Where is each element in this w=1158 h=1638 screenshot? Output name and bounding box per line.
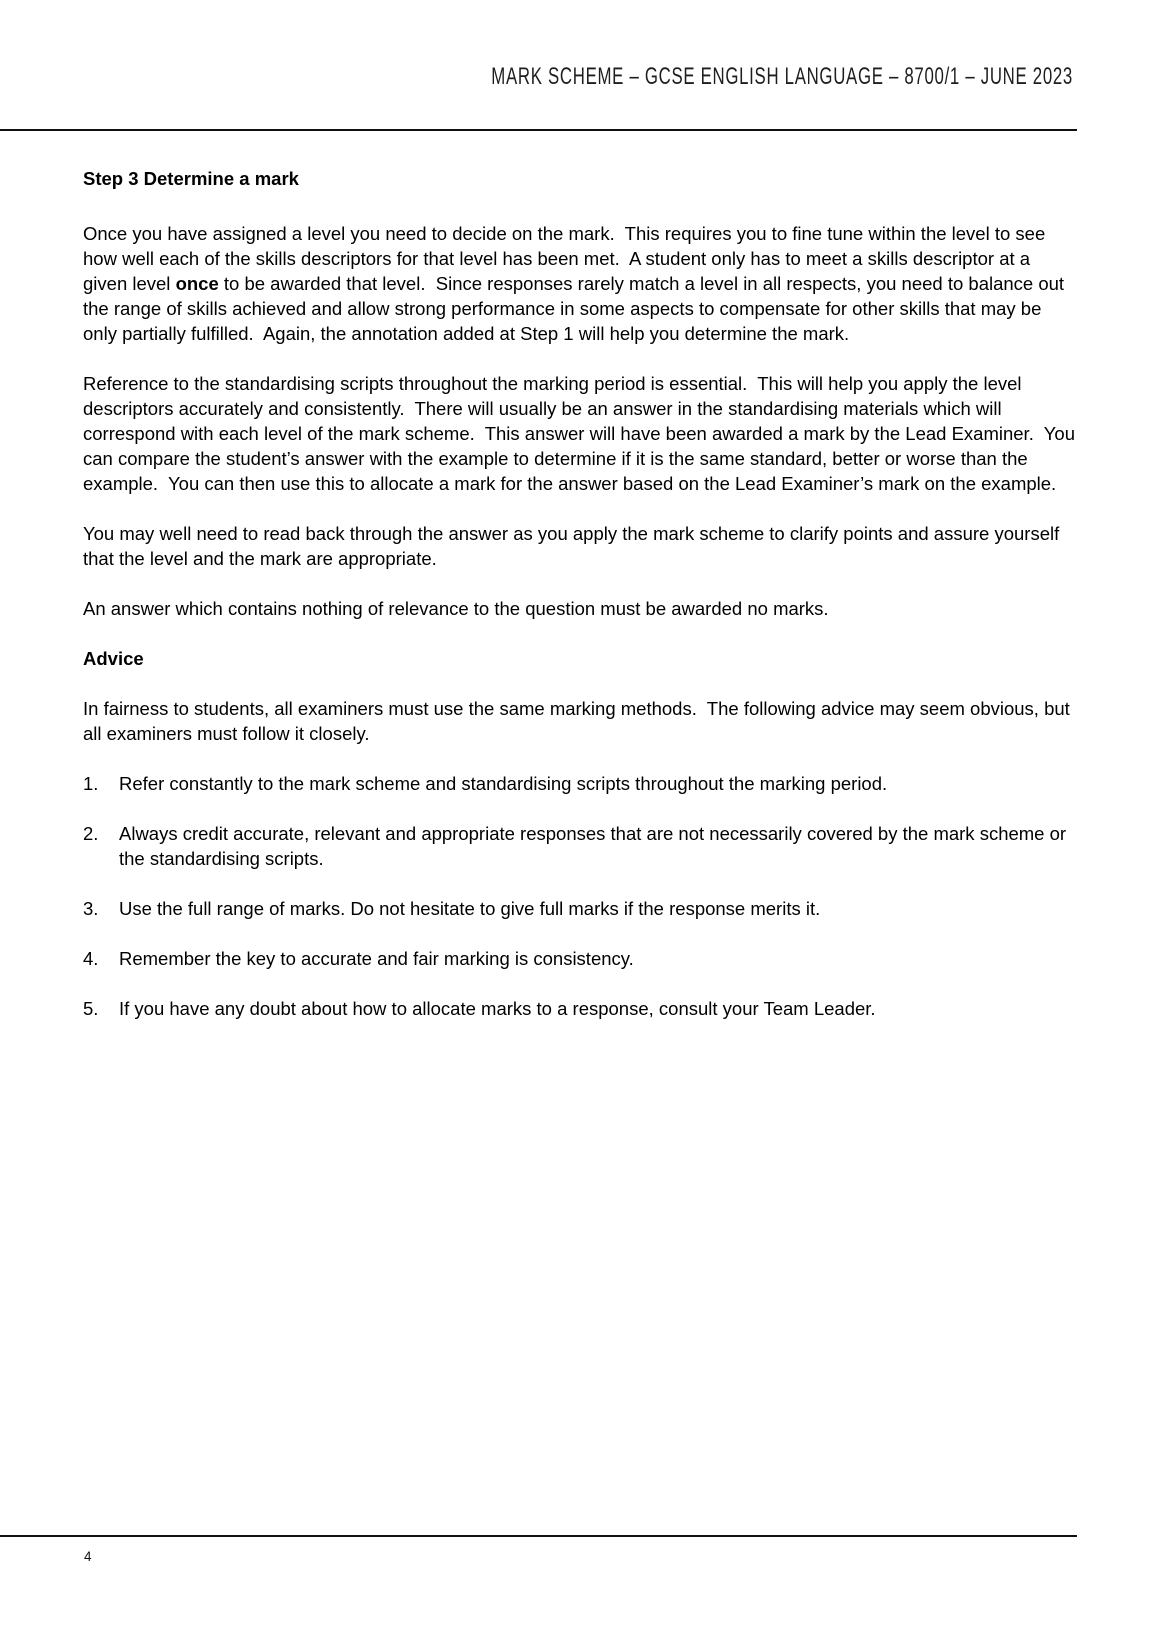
bold-word-once: once	[175, 273, 219, 294]
header-title: MARK SCHEME – GCSE ENGLISH LANGUAGE – 8700/1 – JUNE 2023	[491, 63, 1073, 90]
paragraph-text: to be awarded that level. Since responses rarely match a level in all respects, you need to balance out the range of skills achieved and allow strong performance in some aspects to compensate for other skills that may be only partially fulfilled. Again, the annotation added at Step 1 will help you determine the mark.	[83, 273, 1070, 344]
advice-item-number: 2.	[83, 823, 99, 844]
advice-item-3	[83, 896, 1077, 921]
paragraph-no-relevance: An answer which contains nothing of relevance to the question must be awarded no marks.	[83, 598, 829, 619]
footer-rule	[0, 1535, 1077, 1537]
page-number: 4	[84, 1549, 92, 1564]
advice-item-text: Use the full range of marks. Do not hesitate to give full marks if the response merits it.	[119, 898, 821, 919]
document-content	[83, 166, 1081, 1046]
advice-item-number: 4.	[83, 948, 99, 969]
advice-item-4	[83, 946, 1077, 971]
paragraph-standardising-scripts: Reference to the standardising scripts throughout the marking period is essential. This will help you apply the level descriptors accurately and consistently. There will usually be an answer in the standardising materials which will correspond with each level of the mark scheme. This answer will have been awarded a mark by the Lead Examiner. You can compare the student’s answer with the example to determine if it is the same standard, better or worse than the example. You can then use this to allocate a mark for the answer based on the Lead Examiner’s mark on the example.	[83, 373, 1081, 494]
advice-item-1	[83, 771, 1077, 796]
advice-item-text: Remember the key to accurate and fair marking is consistency.	[119, 948, 634, 969]
advice-item-5	[83, 996, 1077, 1021]
advice-item-number: 5.	[83, 998, 99, 1019]
paragraph-read-back: You may well need to read back through the answer as you apply the mark scheme to clarify points and assure yourself that the level and the mark are appropriate.	[83, 523, 1065, 569]
paragraph-fairness: In fairness to students, all examiners must use the same marking methods. The following advice may seem obvious, but all examiners must follow it closely.	[83, 698, 1075, 744]
advice-item-text: Refer constantly to the mark scheme and standardising scripts throughout the marking period.	[119, 773, 888, 794]
paragraph-text: Once you have assigned a level you need to decide on the mark. This requires you to fine tune within the level to see how well each of the skills descriptors for that level has been met. A student only has to meet a skills descriptor at a given level	[83, 223, 1051, 294]
advice-item-number: 1.	[83, 773, 99, 794]
section-heading-step3: Step 3 Determine a mark	[83, 168, 299, 189]
advice-item-2	[83, 821, 1077, 871]
advice-item-text: Always credit accurate, relevant and appropriate responses that are not necessarily covered by the mark scheme or the standardising scripts.	[119, 823, 1072, 869]
advice-item-text: If you have any doubt about how to allocate marks to a response, consult your Team Leader.	[119, 998, 876, 1019]
advice-item-number: 3.	[83, 898, 99, 919]
section-heading-advice: Advice	[83, 648, 144, 669]
paragraph-determine-mark	[83, 221, 1077, 346]
header-rule	[0, 129, 1077, 131]
